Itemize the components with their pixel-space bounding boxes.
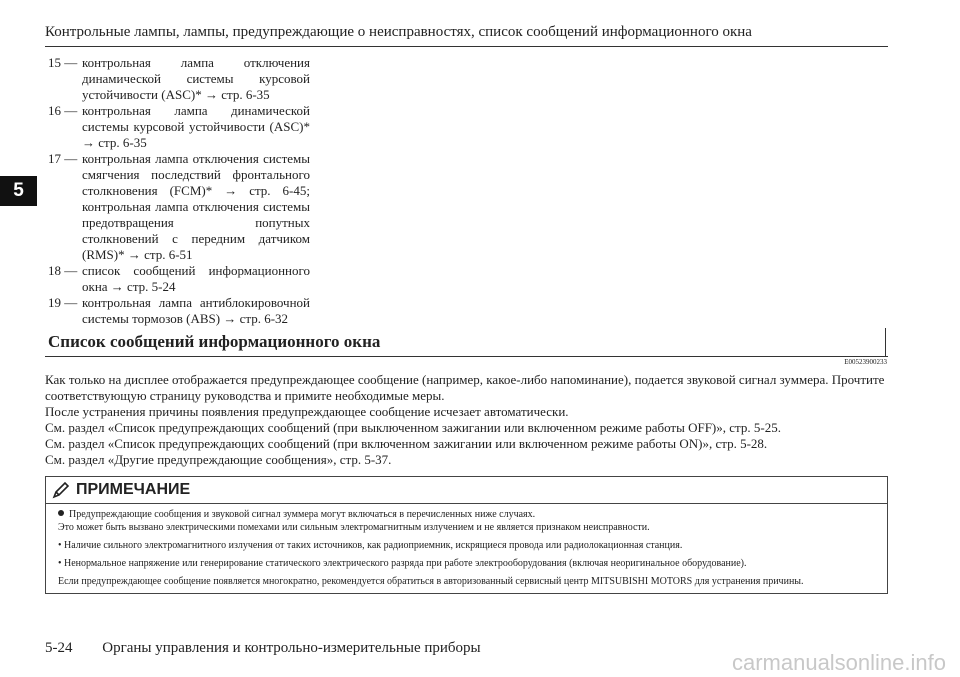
note-subitem: • Ненормальное напряжение или генерирование статического электрического разряда при работе электрооборудования (включая неоригинальное оборудование). — [58, 558, 747, 569]
pencil-icon — [52, 481, 70, 499]
body-paragraph: См. раздел «Список предупреждающих сообщений (при выключенном зажигании или включенном режиме работы OFF)», стр. 5-25. — [45, 420, 781, 435]
note-title: ПРИМЕЧАНИЕ — [76, 481, 191, 498]
body-paragraph: См. раздел «Список предупреждающих сообщений (при включенном зажигании или включенном режиме работы ON)», стр. 5-28. — [45, 436, 768, 451]
page-number: 5-24 — [45, 640, 73, 656]
note-line: Это может быть вызвано электрическими помехами или сильным электромагнитным излучением и не является признаком неисправности. — [58, 522, 650, 533]
list-item — [48, 263, 310, 295]
list-item-text: контрольная лампа отключения системы смягчения последствий фронтального столкновения (FCM)* → стр. 6-45; контрольная лампа отключения системы предотвращения попутных столкновений с передним датчиком (RMS)* → стр. 6-51 — [82, 151, 310, 262]
list-item-number: 15 — — [48, 55, 78, 70]
section-body — [45, 372, 888, 468]
list-item — [48, 151, 310, 263]
section-title: Список сообщений информационного окна — [48, 332, 381, 351]
list-item-text: список сообщений информационного окна → стр. 5-24 — [82, 263, 310, 294]
note-line: Если предупреждающее сообщение появляется многократно, рекомендуется обратиться в авторизованный сервисный центр MITSUBISHI MOTORS для устранения причины. — [58, 576, 804, 587]
bullet-icon — [58, 510, 64, 516]
note-box — [45, 476, 888, 594]
note-header — [46, 477, 887, 504]
chapter-tab: 5 — [0, 176, 37, 206]
list-item-number: 16 — — [48, 103, 78, 118]
section-rule — [45, 356, 888, 357]
body-paragraph: См. раздел «Другие предупреждающие сообщения», стр. 5-37. — [45, 452, 392, 467]
list-item-number: 19 — — [48, 295, 78, 310]
list-item-text: контрольная лампа отключения динамической системы курсовой устойчивости (ASC)* → стр. 6-35 — [82, 55, 310, 102]
note-bullet-line: Предупреждающие сообщения и звуковой сигнал зуммера могут включаться в перечисленных ниже случаях. — [58, 508, 879, 521]
watermark: carmanualsonline.info — [731, 650, 946, 675]
section-title-marker — [885, 328, 886, 356]
header-rule — [45, 46, 888, 47]
body-paragraph: После устранения причины появления предупреждающее сообщение исчезает автоматически. — [45, 404, 569, 419]
body-paragraph: Как только на дисплее отображается предупреждающее сообщение (например, какое-либо напоминание), подается звуковой сигнал зуммера. Прочтите соответствующую страницу руководства и примите необходимые меры. — [45, 372, 885, 403]
indicator-list — [48, 55, 310, 327]
section-code: E00523900233 — [844, 358, 887, 366]
list-item — [48, 55, 310, 103]
list-item — [48, 103, 310, 151]
list-item-number: 18 — — [48, 263, 78, 278]
page-footer — [45, 640, 481, 657]
page-header: Контрольные лампы, лампы, предупреждающие о неисправностях, список сообщений информационного окна — [45, 24, 752, 40]
list-item-number: 17 — — [48, 151, 78, 166]
footer-title: Органы управления и контрольно-измерительные приборы — [102, 640, 481, 656]
list-item-text: контрольная лампа антиблокировочной системы тормозов (ABS) → стр. 6-32 — [82, 295, 310, 326]
list-item — [48, 295, 310, 327]
list-item-text: контрольная лампа динамической системы курсовой устойчивости (ASC)* → стр. 6-35 — [82, 103, 310, 150]
note-body — [46, 504, 887, 588]
note-subitem: • Наличие сильного электромагнитного излучения от таких источников, как радиоприемник, искрящиеся провода или радиолокационная станция. — [58, 540, 683, 551]
